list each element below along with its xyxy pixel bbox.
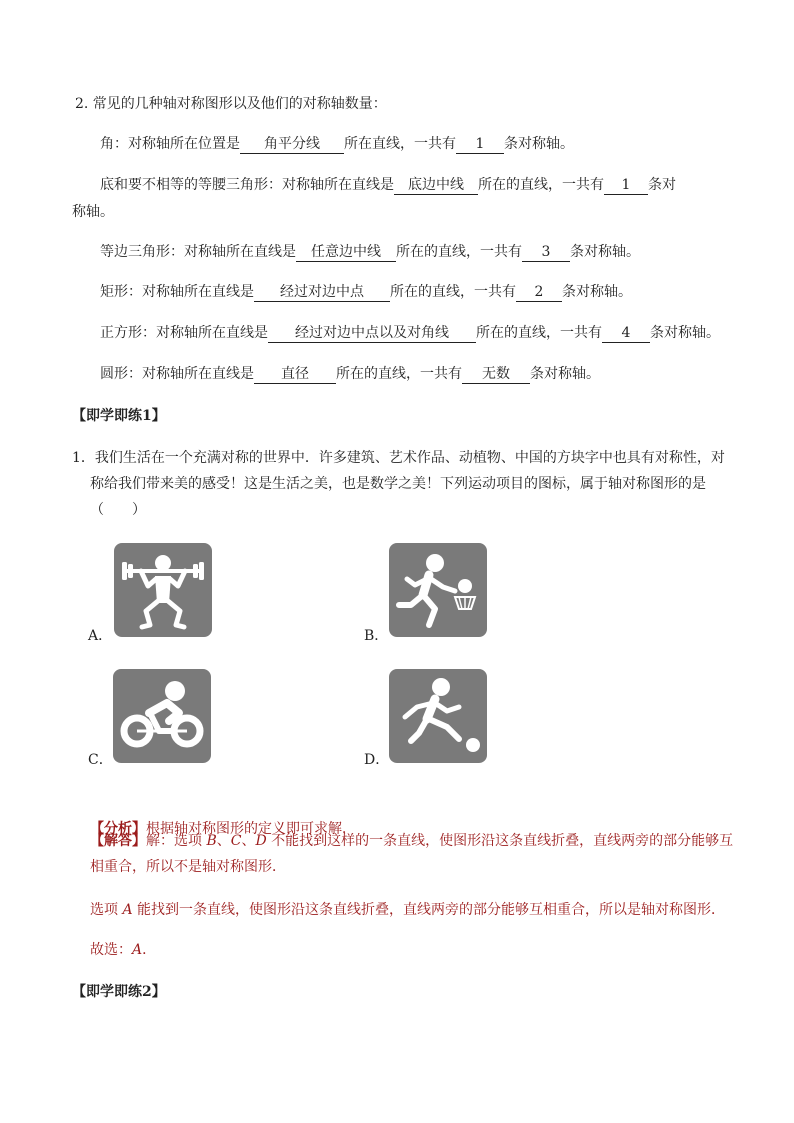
row-rectangle bbox=[100, 282, 632, 302]
square-count-blank: 4 bbox=[602, 324, 650, 343]
weightlifting-icon bbox=[114, 543, 212, 637]
equilateral-suffix: 条对称轴。 bbox=[570, 244, 640, 260]
practice-2-heading: 【即学即练2】 bbox=[72, 984, 166, 1000]
equilateral-prefix: 等边三角形：对称轴所在直线是 bbox=[100, 244, 296, 260]
answer-l1-a: 解：选项 bbox=[146, 833, 207, 849]
equilateral-axis-blank: 任意边中线 bbox=[296, 243, 396, 262]
answer-l1-g: 不能找到这样的一条直线，使图形沿这条直线折叠，直线两旁的部分能够互 bbox=[266, 833, 734, 849]
option-b-image[interactable] bbox=[389, 543, 487, 637]
angle-count-blank: 1 bbox=[456, 135, 504, 154]
answer-l4-c: ． bbox=[142, 942, 157, 958]
practice-1-heading: 【即学即练1】 bbox=[72, 408, 166, 424]
answer-tag: 【解答】 bbox=[90, 833, 146, 849]
soccer-icon bbox=[389, 669, 487, 763]
circle-axis-blank: 直径 bbox=[254, 365, 336, 384]
option-d-label: D． bbox=[364, 752, 390, 768]
section-2-title: 2. 常见的几种轴对称图形以及他们的对称轴数量： bbox=[75, 96, 387, 112]
equilateral-mid: 所在的直线，一共有 bbox=[396, 244, 522, 260]
answer-third-line bbox=[90, 900, 725, 920]
option-c-label: C． bbox=[88, 752, 113, 768]
circle-count-blank: 无数 bbox=[462, 365, 530, 384]
option-a-label: A． bbox=[88, 628, 113, 644]
row-circle bbox=[100, 364, 600, 384]
isosceles-suffix: 条对 bbox=[648, 177, 676, 193]
isosceles-wrap: 称轴。 bbox=[72, 204, 114, 220]
angle-suffix: 条对称轴。 bbox=[504, 136, 574, 152]
square-mid: 所在的直线，一共有 bbox=[476, 325, 602, 341]
angle-mid: 所在直线，一共有 bbox=[344, 136, 456, 152]
answer-l1-b: B bbox=[206, 833, 217, 849]
basketball-icon bbox=[389, 543, 487, 637]
rectangle-prefix: 矩形：对称轴所在直线是 bbox=[100, 284, 254, 300]
answer-l4-a: 故选： bbox=[90, 942, 132, 958]
answer-second-line: 相重合，所以不是轴对称图形． bbox=[90, 859, 286, 875]
analysis-text: 根据轴对称图形的定义即可求解． bbox=[146, 821, 356, 837]
option-c-image[interactable] bbox=[113, 669, 211, 763]
isosceles-mid: 所在的直线，一共有 bbox=[478, 177, 604, 193]
rectangle-suffix: 条对称轴。 bbox=[562, 284, 632, 300]
answer-l1-f: D bbox=[255, 833, 267, 849]
answer-l1-d: C bbox=[230, 833, 242, 849]
circle-mid: 所在的直线，一共有 bbox=[336, 366, 462, 382]
answer-first-line bbox=[90, 831, 733, 851]
rectangle-count-blank: 2 bbox=[516, 283, 562, 302]
rectangle-axis-blank: 经过对边中点 bbox=[254, 283, 390, 302]
isosceles-prefix: 底和要不相等的等腰三角形：对称轴所在直线是 bbox=[100, 177, 394, 193]
row-equilateral bbox=[100, 242, 640, 262]
answer-l1-c: 、 bbox=[216, 833, 231, 849]
answer-l3-a: 选项 bbox=[90, 902, 123, 918]
option-d-image[interactable] bbox=[389, 669, 487, 763]
isosceles-count-blank: 1 bbox=[604, 176, 648, 195]
row-isosceles bbox=[100, 175, 676, 195]
analysis-tag: 【分析】 bbox=[90, 821, 146, 837]
row-angle bbox=[100, 134, 574, 154]
answer-l4-b: A bbox=[132, 942, 143, 958]
square-prefix: 正方形：对称轴所在直线是 bbox=[100, 325, 268, 341]
option-b-label: B． bbox=[364, 628, 389, 644]
circle-suffix: 条对称轴。 bbox=[530, 366, 600, 382]
angle-prefix: 角：对称轴所在位置是 bbox=[100, 136, 240, 152]
question-line-1: 1．我们生活在一个充满对称的世界中．许多建筑、艺术作品、动植物、中国的方块字中也具有对称性，对 bbox=[72, 450, 725, 466]
square-suffix: 条对称轴。 bbox=[650, 325, 720, 341]
equilateral-count-blank: 3 bbox=[522, 243, 570, 262]
rectangle-mid: 所在的直线，一共有 bbox=[390, 284, 516, 300]
answer-l1-e: 、 bbox=[241, 833, 256, 849]
row-square bbox=[100, 323, 720, 343]
answer-fourth-line bbox=[90, 940, 156, 960]
isosceles-axis-blank: 底边中线 bbox=[394, 176, 478, 195]
question-line-3: （ ） bbox=[90, 502, 146, 518]
answer-l3-c: 能找到一条直线，使图形沿这条直线折叠，直线两旁的部分能够互相重合，所以是轴对称图形． bbox=[132, 902, 726, 918]
angle-axis-blank: 角平分线 bbox=[240, 135, 344, 154]
option-a-image[interactable] bbox=[114, 543, 212, 637]
question-line-2: 称给我们带来美的感受！这是生活之美，也是数学之美！下列运动项目的图标，属于轴对称图形的是 bbox=[90, 476, 706, 492]
circle-prefix: 圆形：对称轴所在直线是 bbox=[100, 366, 254, 382]
cycling-icon bbox=[113, 669, 211, 763]
square-axis-blank: 经过对边中点以及对角线 bbox=[268, 324, 476, 343]
answer-l3-b: A bbox=[122, 902, 133, 918]
